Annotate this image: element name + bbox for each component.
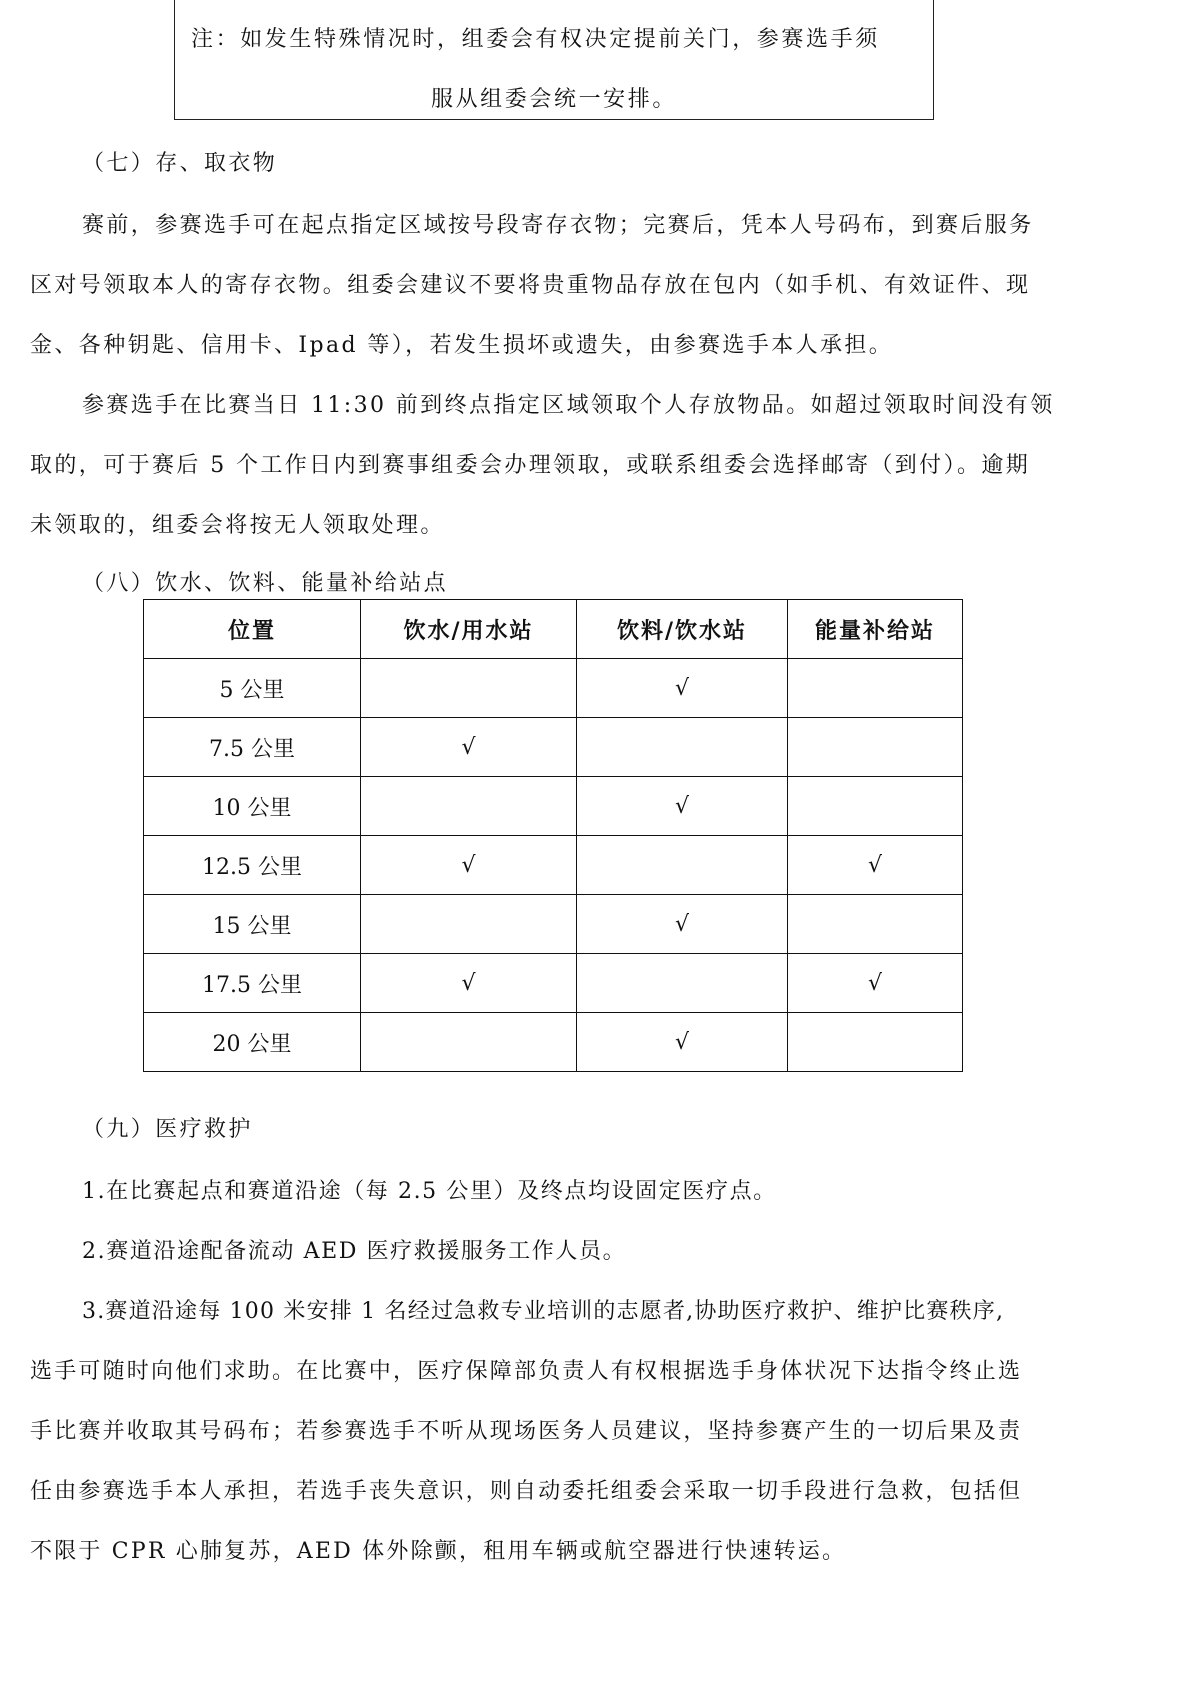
table-row — [144, 718, 963, 777]
cell-position: 10 公里 — [144, 777, 361, 836]
medical-item-3-line: 任由参赛选手本人承担，若选手丧失意识，则自动委托组委会采取一切手段进行急救，包括但 — [30, 1479, 1023, 1504]
cell-energy — [788, 1013, 963, 1072]
cell-water — [361, 777, 577, 836]
table-header-row — [144, 600, 963, 659]
notice-box — [174, 0, 934, 120]
cell-drink — [577, 718, 788, 777]
table-row — [144, 836, 963, 895]
medical-item-3-line: 不限于 CPR 心肺复苏，AED 体外除颤，租用车辆或航空器进行快速转运。 — [30, 1539, 847, 1564]
table-row — [144, 777, 963, 836]
cell-water: √ — [361, 954, 577, 1013]
header-energy-station: 能量补给站 — [788, 600, 963, 659]
cell-energy — [788, 659, 963, 718]
cell-energy: √ — [788, 836, 963, 895]
cell-water — [361, 1013, 577, 1072]
header-position: 位置 — [144, 600, 361, 659]
supply-stations-table — [143, 599, 963, 1072]
header-drink-station: 饮料/饮水站 — [577, 600, 788, 659]
table-row — [144, 895, 963, 954]
header-water-station: 饮水/用水站 — [361, 600, 577, 659]
cell-water: √ — [361, 836, 577, 895]
medical-item-1: 1.在比赛起点和赛道沿途（每 2.5 公里）及终点均设固定医疗点。 — [82, 1179, 777, 1204]
cell-position: 5 公里 — [144, 659, 361, 718]
medical-item-3-line: 选手可随时向他们求助。在比赛中，医疗保障部负责人有权根据选手身体状况下达指令终止选 — [30, 1359, 1023, 1384]
cell-drink: √ — [577, 777, 788, 836]
cell-water — [361, 659, 577, 718]
table-row — [144, 659, 963, 718]
section-7-para1-line: 金、各种钥匙、信用卡、Ipad 等），若发生损坏或遗失，由参赛选手本人承担。 — [30, 333, 894, 358]
section-7-para2-line: 参赛选手在比赛当日 11:30 前到终点指定区域领取个人存放物品。如超过领取时间没有领 — [82, 393, 1055, 418]
section-7-para2-line: 未领取的，组委会将按无人领取处理。 — [30, 513, 445, 538]
cell-drink — [577, 954, 788, 1013]
section-9-heading: （九）医疗救护 — [82, 1117, 253, 1142]
notice-line-1: 注：如发生特殊情况时，组委会有权决定提前关门，参赛选手须 — [191, 27, 880, 52]
table-row — [144, 1013, 963, 1072]
cell-position: 17.5 公里 — [144, 954, 361, 1013]
cell-position: 15 公里 — [144, 895, 361, 954]
cell-position: 7.5 公里 — [144, 718, 361, 777]
cell-drink — [577, 836, 788, 895]
section-8-heading: （八）饮水、饮料、能量补给站点 — [82, 571, 449, 596]
cell-energy — [788, 895, 963, 954]
cell-drink: √ — [577, 659, 788, 718]
cell-energy: √ — [788, 954, 963, 1013]
cell-energy — [788, 777, 963, 836]
cell-position: 12.5 公里 — [144, 836, 361, 895]
cell-energy — [788, 718, 963, 777]
section-7-para1-line: 区对号领取本人的寄存衣物。组委会建议不要将贵重物品存放在包内（如手机、有效证件、现 — [30, 273, 1031, 298]
section-7-para2-line: 取的，可于赛后 5 个工作日内到赛事组委会办理领取，或联系组委会选择邮寄（到付）。逾期 — [30, 453, 1031, 478]
table-row — [144, 954, 963, 1013]
section-7-heading: （七）存、取衣物 — [82, 151, 278, 176]
section-7-para1-line: 赛前，参赛选手可在起点指定区域按号段寄存衣物；完赛后，凭本人号码布，到赛后服务 — [82, 213, 1034, 238]
notice-line-2: 服从组委会统一安排。 — [430, 87, 677, 112]
cell-drink: √ — [577, 1013, 788, 1072]
cell-water: √ — [361, 718, 577, 777]
medical-item-3-line: 手比赛并收取其号码布；若参赛选手不听从现场医务人员建议，坚持参赛产生的一切后果及责 — [30, 1419, 1023, 1444]
cell-position: 20 公里 — [144, 1013, 361, 1072]
cell-water — [361, 895, 577, 954]
medical-item-2: 2.赛道沿途配备流动 AED 医疗救援服务工作人员。 — [82, 1239, 627, 1264]
medical-item-3-line: 3.赛道沿途每 100 米安排 1 名经过急救专业培训的志愿者,协助医疗救护、维护比赛秩序, — [82, 1299, 1005, 1324]
cell-drink: √ — [577, 895, 788, 954]
